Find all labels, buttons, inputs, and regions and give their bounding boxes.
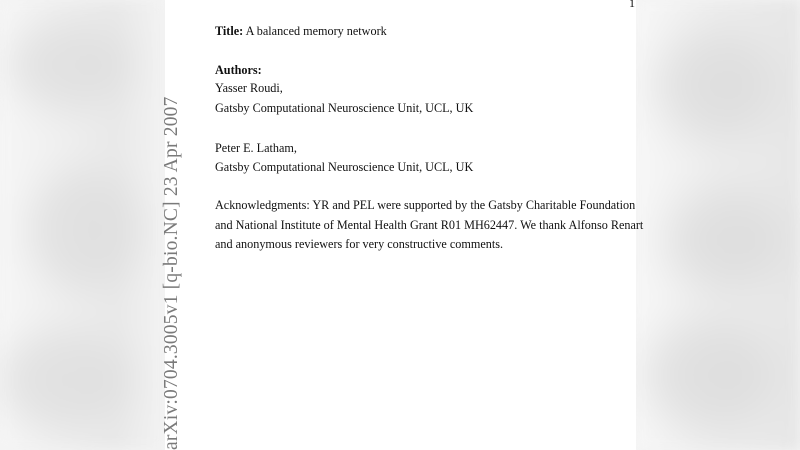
left-blurred-background xyxy=(0,0,165,450)
author-name: Yasser Roudi, xyxy=(215,81,283,95)
paper-title: A balanced memory network xyxy=(245,24,387,38)
author-name: Peter E. Latham, xyxy=(215,141,297,155)
acknowledgments-line: and anonymous reviewers for very constructive comments. xyxy=(215,237,504,251)
right-blurred-background xyxy=(636,0,800,450)
background-blob xyxy=(0,330,130,430)
background-blob xyxy=(646,320,776,430)
author-affiliation: Gatsby Computational Neuroscience Unit, UCL, UK xyxy=(215,101,474,115)
background-blob xyxy=(10,20,130,110)
arxiv-identifier-stamp: arXiv:0704.3005v1 [q-bio.NC] 23 Apr 2007 xyxy=(161,96,182,450)
acknowledgments-line: Acknowledgments: YR and PEL were supported by the Gatsby Charitable Foundation xyxy=(215,198,636,212)
author-affiliation: Gatsby Computational Neuroscience Unit, UCL, UK xyxy=(215,160,474,174)
background-blob xyxy=(656,30,776,140)
background-blob xyxy=(30,170,140,290)
title-line xyxy=(215,25,387,37)
acknowledgments-line: and National Institute of Mental Health Grant R01 MH62447. We thank Alfonso Renart xyxy=(215,218,644,232)
page-number: 1 xyxy=(629,0,635,10)
title-label: Title: xyxy=(215,24,244,38)
authors-heading: Authors: xyxy=(215,63,262,77)
background-blob xyxy=(666,190,786,290)
